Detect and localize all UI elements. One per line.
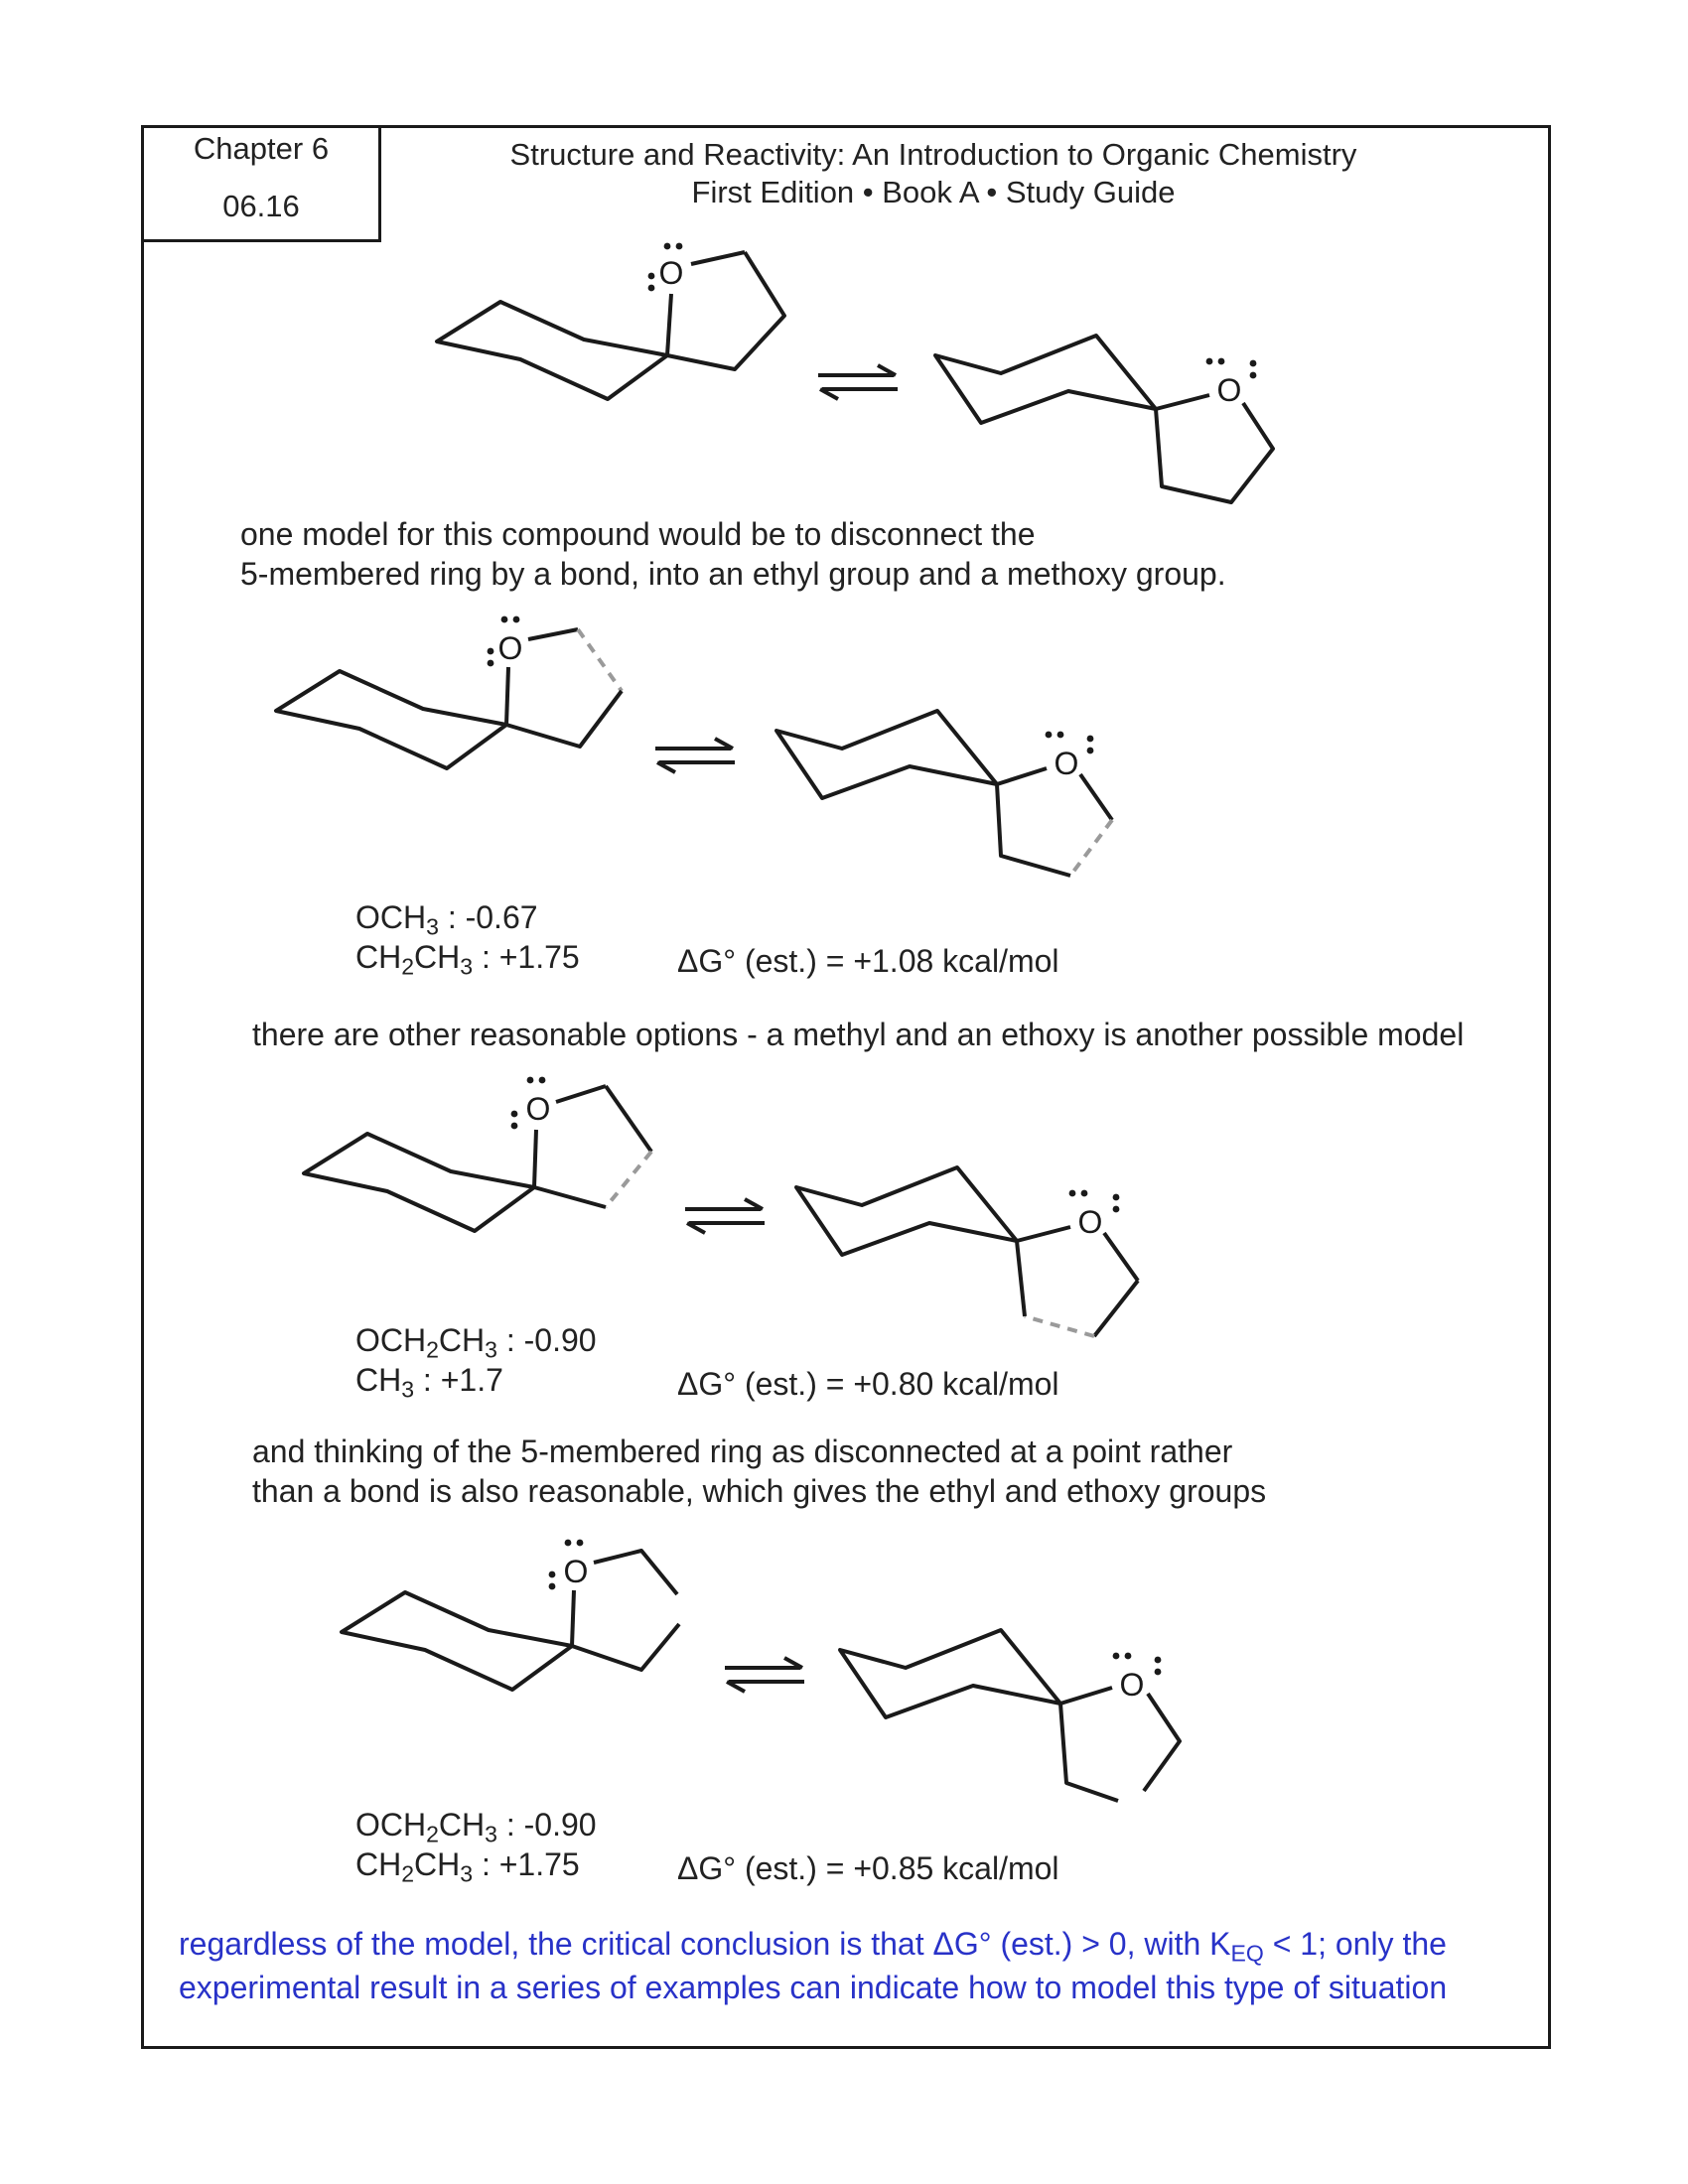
page-number: 06.16 [222, 189, 300, 223]
model2-delta-g: ΔG° (est.) = +0.80 kcal/mol [677, 1366, 1059, 1402]
model3-value-row2: $CH_2CH_3$ : +1.75 [355, 1846, 580, 1887]
model1-value-row2: $CH_2CH_3$ : +1.75 [355, 939, 580, 980]
oxygen-label: O [497, 630, 523, 666]
structure-0-left [437, 243, 784, 399]
oxygen-label: O [1119, 1667, 1145, 1703]
structure-3-left [342, 1540, 679, 1690]
model2-value-row1: $OCH_2CH_3$ : -0.90 [355, 1322, 597, 1363]
chapter-label: Chapter 6 [193, 131, 330, 166]
book-subtitle: First Edition • Book A • Study Guide [691, 175, 1176, 209]
oxygen-label: O [1216, 372, 1242, 408]
text2-line-1: there are other reasonable options - a methyl and an ethoxy is another possible model [252, 1017, 1465, 1052]
structure-1-right [776, 711, 1112, 876]
structure-1-left [276, 616, 622, 768]
intro-line-2: 5-membered ring by a bond, into an ethyl group and a methoxy group. [240, 556, 1226, 592]
oxygen-label: O [563, 1554, 589, 1589]
conclusion-line-2: experimental result in a series of examples can indicate how to model this type of situation [179, 1970, 1448, 2005]
oxygen-label: O [1077, 1204, 1103, 1240]
text3-line-2: than a bond is also reasonable, which gives the ethyl and ethoxy groups [252, 1473, 1267, 1509]
book-title: Structure and Reactivity: An Introduction to Organic Chemistry [509, 137, 1357, 172]
model1-delta-g: ΔG° (est.) = +1.08 kcal/mol [677, 943, 1059, 979]
model1-value-row1: $OCH_3$ : -0.67 [355, 899, 538, 940]
oxygen-label: O [658, 255, 684, 291]
structure-3-right [840, 1630, 1180, 1801]
structure-2-left [304, 1077, 651, 1231]
model3-value-row1: $OCH_2CH_3$ : -0.90 [355, 1807, 597, 1847]
oxygen-label: O [1054, 746, 1079, 781]
model2-value-row2: $CH_3$ : +1.7 [355, 1362, 503, 1403]
model3-delta-g: ΔG° (est.) = +0.85 kcal/mol [677, 1850, 1059, 1886]
structure-2-right [796, 1167, 1138, 1336]
structure-0-right [935, 336, 1273, 502]
conclusion-line-1: regardless of the model, the critical conclusion is that ΔG° (est.) > 0, with $K_{EQ} < 1$; only the [179, 1926, 1447, 1967]
oxygen-label: O [525, 1091, 551, 1127]
intro-line-1: one model for this compound would be to disconnect the [240, 516, 1036, 552]
text3-line-1: and thinking of the 5-membered ring as disconnected at a point rather [252, 1433, 1233, 1469]
